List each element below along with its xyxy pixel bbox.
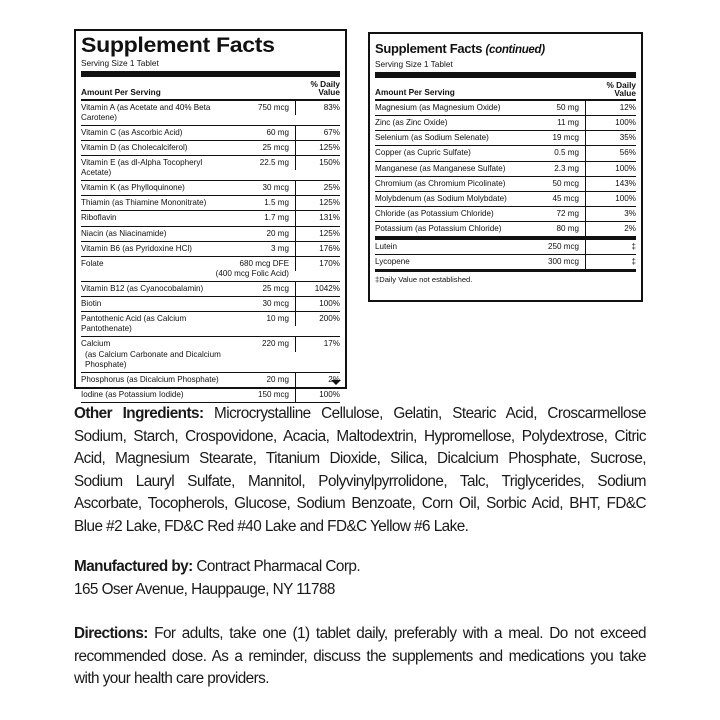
nutrient-daily-value: ‡: [585, 255, 636, 269]
nutrient-daily-value: 176%: [295, 242, 340, 256]
directions-text: For adults, take one (1) tablet daily, preferably with a meal. Do not exceed recommended dose. As a reminder, discuss the supplements and medications you take with your health care providers.: [74, 625, 646, 687]
nutrient-amount: 50 mg: [556, 103, 579, 113]
nutrient-name: [375, 222, 517, 236]
nutrient-daily-value: 100%: [295, 297, 340, 311]
nutrient-daily-value: 125%: [295, 141, 340, 155]
nutrient-daily-value: 150%: [295, 156, 340, 170]
daily-value-header: [606, 81, 636, 98]
nutrient-name-text: Folate: [81, 258, 104, 268]
nutrient-row: [375, 207, 636, 222]
nutrient-row: [81, 227, 340, 242]
nutrient-amount: 30 mcg: [262, 183, 289, 193]
nutrient-name: [375, 192, 517, 206]
nutrient-row: [81, 297, 340, 312]
nutrient-amount: 25 mcg: [262, 284, 289, 294]
nutrient-amount: 50 mcg: [552, 178, 579, 188]
nutrient-daily-value: 100%: [585, 192, 636, 206]
nutrient-name: [81, 101, 227, 125]
nutrient-amount: 72 mg: [556, 208, 579, 218]
nutrient-name: [375, 255, 517, 269]
daily-value-header-line1: % Daily: [606, 79, 636, 90]
nutrient-amount: 20 mg: [266, 228, 289, 238]
nutrient-name-text: Iodine (as Potassium Iodide): [81, 389, 184, 399]
nutrient-amount: 25 mcg: [262, 142, 289, 152]
nutrient-name-text: Molybdenum (as Sodium Molybdate): [375, 193, 507, 203]
nutrient-row: [375, 116, 636, 131]
nutrient-name-text: Vitamin A (as Acetate and 40% Beta Carotene): [81, 102, 211, 122]
nutrient-daily-value: 100%: [295, 388, 340, 402]
nutrient-name-text: Phosphorus (as Dicalcium Phosphate): [81, 374, 219, 384]
nutrient-amount: 300 mcg: [547, 257, 579, 267]
nutrient-name: [81, 242, 227, 256]
nutrient-name-text: Copper (as Cupric Sulfate): [375, 148, 471, 158]
nutrient-daily-value: 83%: [295, 101, 340, 115]
nutrient-name: [375, 146, 517, 160]
nutrient-row: [375, 162, 636, 177]
nutrient-name-text: Manganese (as Manganese Sulfate): [375, 163, 506, 173]
nutrient-daily-value: 35%: [585, 131, 636, 145]
manufacturer-name: Contract Pharmacal Corp.: [196, 558, 361, 575]
nutrient-name: [81, 388, 227, 402]
nutrient-amount: 20 mg: [266, 374, 289, 384]
nutrient-amount: 19 mcg: [552, 133, 579, 143]
nutrient-name: [81, 337, 227, 371]
nutrient-row: [81, 282, 340, 297]
nutrient-daily-value: 3%: [585, 207, 636, 221]
nutrient-daily-value: 17%: [295, 337, 340, 351]
footnote: ‡Daily Value not established.: [375, 275, 473, 285]
nutrient-name: [81, 227, 227, 241]
nutrient-row: [81, 196, 340, 211]
nutrient-row: [375, 146, 636, 161]
nutrient-daily-value: 56%: [585, 146, 636, 160]
nutrient-name-text: Chloride (as Potassium Chloride): [375, 208, 494, 218]
nutrient-name: [81, 196, 227, 210]
manufacturer-address: 165 Oser Avenue, Hauppauge, NY 11788: [74, 580, 335, 598]
nutrient-daily-value: 67%: [295, 126, 340, 140]
nutrient-amount: 220 mg: [262, 339, 289, 349]
nutrient-name-text: Potassium (as Potassium Chloride): [375, 223, 502, 233]
nutrient-name: [375, 101, 517, 115]
nutrient-amount: 60 mg: [266, 127, 289, 137]
nutrient-name-text: Niacin (as Niacinamide): [81, 228, 167, 238]
nutrient-daily-value: 125%: [295, 227, 340, 241]
table-header: [81, 77, 340, 101]
table-header: [375, 78, 636, 102]
nutrient-daily-value: ‡: [585, 240, 636, 254]
nutrient-row: [81, 181, 340, 196]
directions-label: Directions:: [74, 625, 148, 642]
daily-value-header: [310, 80, 340, 97]
nutrient-name: [81, 312, 227, 336]
nutrient-name: [81, 282, 227, 296]
nutrient-name-text: Thiamin (as Thiamine Mononitrate): [81, 198, 207, 208]
nutrient-name-text: Lutein: [375, 242, 398, 252]
nutrient-name: [81, 181, 227, 195]
nutrient-amount: 80 mg: [556, 223, 579, 233]
nutrient-list: [81, 101, 340, 403]
amount-header: Amount Per Serving: [81, 86, 161, 97]
directions: [74, 623, 646, 691]
nutrient-row: [81, 312, 340, 337]
nutrient-amount: 45 mcg: [552, 193, 579, 203]
nutrient-daily-value: 100%: [585, 116, 636, 130]
nutrient-amount: 750 mcg: [257, 102, 289, 112]
amount-header: Amount Per Serving: [375, 87, 455, 98]
nutrient-daily-value: 170%: [295, 257, 340, 271]
nutrient-row: [81, 156, 340, 181]
nutrient-daily-value: 1042%: [295, 282, 340, 296]
nutrient-name: [375, 131, 517, 145]
nutrient-name: [81, 156, 227, 180]
nutrient-amount: 2.3 mg: [554, 163, 579, 173]
nutrient-name-text: Vitamin K (as Phylloquinone): [81, 183, 185, 193]
serving-size: Serving Size 1 Tablet: [81, 56, 340, 77]
nutrient-daily-value: 2%: [295, 373, 340, 387]
nutrient-row: [81, 211, 340, 226]
nutrient-name-text: Vitamin C (as Ascorbic Acid): [81, 127, 183, 137]
nutrient-daily-value: 12%: [585, 101, 636, 115]
nutrient-name: [375, 162, 517, 176]
nutrient-name-text: Magnesium (as Magnesium Oxide): [375, 103, 501, 113]
nutrient-row: [81, 101, 340, 126]
supplement-facts-continued-panel: [368, 32, 643, 302]
nutrient-name: [81, 257, 295, 281]
nutrient-amount: 1.5 mg: [264, 198, 289, 208]
nutrient-name: [375, 116, 517, 130]
panel-title-text: Supplement Facts: [375, 41, 483, 56]
other-ingredients: [74, 403, 646, 538]
nutrient-amount: 11 mg: [557, 118, 579, 128]
nutrient-amount: 250 mcg: [547, 242, 579, 252]
nutrient-name: [81, 126, 227, 140]
nutrient-row: [375, 131, 636, 146]
nutrient-row: [375, 237, 636, 255]
nutrient-name-text: Calcium: [81, 339, 111, 349]
nutrient-amount: 10 mg: [266, 314, 289, 324]
ingredients-label: Other Ingredients:: [74, 405, 204, 422]
nutrient-row: [375, 222, 636, 237]
nutrient-name: [375, 207, 517, 221]
nutrient-name-text: Vitamin D (as Cholecalciferol): [81, 142, 188, 152]
nutrient-amount: 3 mg: [271, 243, 289, 253]
nutrient-name: [81, 373, 227, 387]
nutrient-amount: 30 mcg: [262, 299, 289, 309]
nutrient-row: [81, 373, 340, 388]
nutrient-sub-note: (400 mcg Folic Acid): [215, 268, 289, 278]
nutrient-row: [81, 126, 340, 141]
nutrient-daily-value: 125%: [295, 196, 340, 210]
daily-value-header-line2: Value: [614, 87, 636, 98]
nutrient-name-text: Zinc (as Zinc Oxide): [375, 118, 448, 128]
nutrient-row: [81, 257, 340, 282]
nutrient-daily-value: 2%: [585, 222, 636, 236]
nutrient-daily-value: 143%: [585, 177, 636, 191]
nutrient-name-text: Pantothenic Acid (as Calcium Pantothenate): [81, 314, 187, 334]
nutrient-row: [81, 337, 340, 372]
panel-title: [375, 34, 636, 57]
supplement-facts-panel: [74, 29, 347, 399]
panel-title-suffix: (continued): [485, 44, 545, 56]
nutrient-row: [375, 101, 636, 116]
nutrient-name-text: Lycopene: [375, 257, 410, 267]
panel-title: Supplement Facts: [81, 34, 275, 57]
ingredients-text: Microcrystalline Cellulose, Gelatin, Stearic Acid, Croscarmellose Sodium, Starch, Crospovidone, Acacia, Maltodextrin, Hypromellose, Polydextrose, Citric Acid, Magnesium Stearate, Titanium Dioxide, Silica, Dicalcium Phosphate, Sucrose, Sodium Lauryl Sulfate, Mannitol, Polyvinylpyrrolidone, Talc, Triglycerides, Sodium Ascorbate, Tocopherols, Glucose, Sodium Benzoate, Corn Oil, Sorbic Acid, BHT, FD&C Blue #2 Lake, FD&C Red #40 Lake and FD&C Yellow #6 Lake.: [74, 405, 646, 535]
nutrient-name: [81, 141, 227, 155]
daily-value-header-line1: % Daily: [310, 79, 340, 89]
nutrient-amount: 22.5 mg: [259, 158, 289, 168]
nutrient-row: [375, 192, 636, 207]
nutrient-name-text: Vitamin E (as dl-Alpha Tocopheryl Acetate): [81, 158, 203, 178]
nutrient-daily-value: 25%: [295, 181, 340, 195]
nutrient-row: [81, 141, 340, 156]
nutrient-name: [81, 211, 227, 225]
nutrient-name-text: Selenium (as Sodium Selenate): [375, 133, 489, 143]
nutrient-name: [81, 297, 227, 311]
nutrient-daily-value: 131%: [295, 211, 340, 225]
nutrient-daily-value: 200%: [295, 312, 340, 326]
nutrient-name: [375, 177, 517, 191]
nutrient-row: [375, 255, 636, 272]
nutrient-daily-value: 100%: [585, 162, 636, 176]
manufacturer-info: [74, 556, 646, 601]
nutrient-list: [375, 101, 636, 272]
nutrient-row: [81, 388, 340, 403]
nutrient-row: [81, 242, 340, 257]
nutrient-amount: 1.7 mg: [264, 213, 289, 223]
nutrient-amount: 150 mcg: [257, 389, 289, 399]
nutrient-amount: 0.5 mg: [554, 148, 579, 158]
nutrient-name: [375, 240, 517, 254]
nutrient-row: [375, 177, 636, 192]
serving-size: Serving Size 1 Tablet: [375, 57, 636, 78]
daily-value-header-line2: Value: [318, 87, 340, 98]
nutrient-name-text: Vitamin B6 (as Pyridoxine HCl): [81, 243, 192, 253]
nutrient-name-text: Vitamin B12 (as Cyanocobalamin): [81, 284, 204, 294]
nutrient-name-text: Riboflavin: [81, 213, 117, 223]
manufacturer-label: Manufactured by:: [74, 558, 193, 575]
nutrient-name-text: Biotin: [81, 299, 102, 309]
nutrient-sub-note: (as Calcium Carbonate and Dicalcium Phosphate): [85, 349, 221, 369]
nutrient-name-text: Chromium (as Chromium Picolinate): [375, 178, 506, 188]
nutrient-amount: 680 mcg DFE: [239, 258, 289, 268]
scroll-down-icon: [331, 380, 341, 385]
